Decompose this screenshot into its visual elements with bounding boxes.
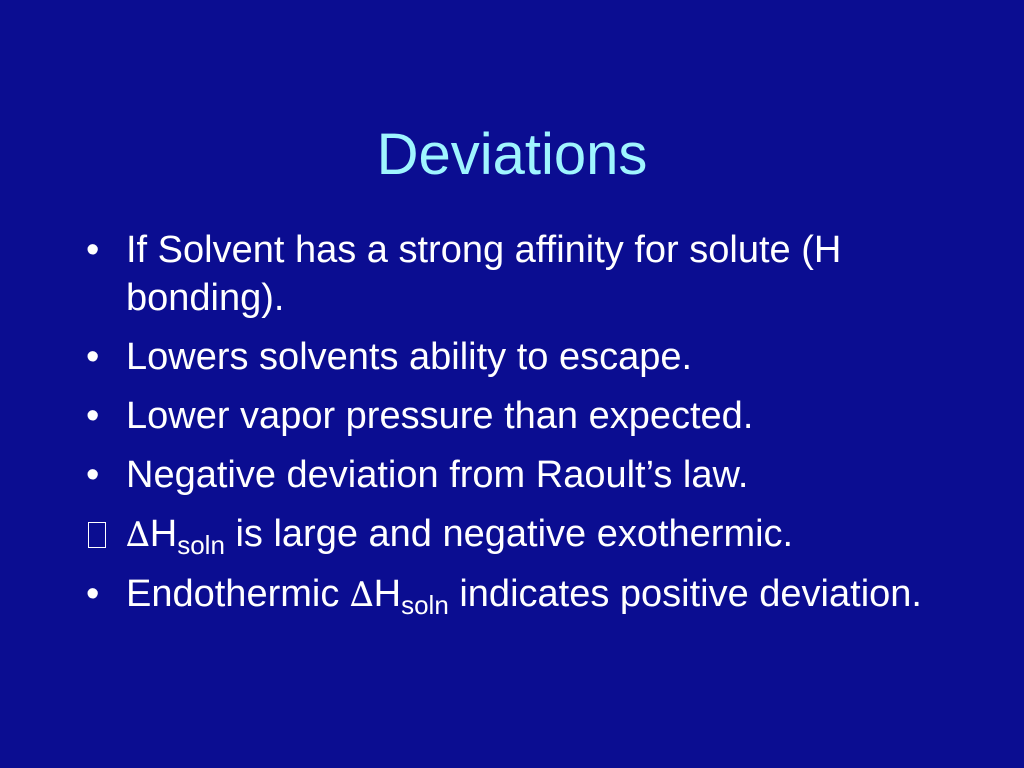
bullet-text: indicates positive deviation.	[448, 573, 922, 615]
bullet-text: Lowers solvents ability to escape.	[126, 336, 693, 378]
delta-symbol: ∆	[349, 575, 374, 615]
subscript-soln: soln	[177, 530, 225, 560]
enthalpy-symbol: H	[149, 513, 178, 555]
bullet-list	[0, 226, 1024, 630]
delta-symbol: ∆	[126, 515, 150, 555]
bullet-marker: •	[86, 336, 100, 378]
bullet-text-prefix: Endothermic	[126, 573, 350, 615]
bullet-item	[0, 392, 1024, 440]
enthalpy-symbol: H	[373, 573, 402, 615]
bullet-marker: •	[86, 229, 100, 271]
subscript-soln: soln	[401, 590, 449, 620]
bullet-marker: •	[86, 573, 100, 615]
bullet-item	[0, 510, 1024, 559]
slide-title: Deviations	[376, 122, 648, 187]
bullet-text: If Solvent has a strong affinity for solute (H bonding).	[126, 229, 842, 319]
bullet-text: Lower vapor pressure than expected.	[126, 395, 754, 437]
bullet-marker: •	[86, 454, 100, 496]
missing-glyph-box-icon	[88, 522, 106, 548]
bullet-item	[0, 570, 1024, 619]
bullet-marker: •	[86, 395, 100, 437]
bullet-item	[0, 226, 1024, 322]
bullet-text: Negative deviation from Raoult’s law.	[126, 454, 749, 496]
bullet-item	[0, 333, 1024, 381]
bullet-text: is large and negative exothermic.	[224, 513, 794, 555]
bullet-item	[0, 451, 1024, 499]
